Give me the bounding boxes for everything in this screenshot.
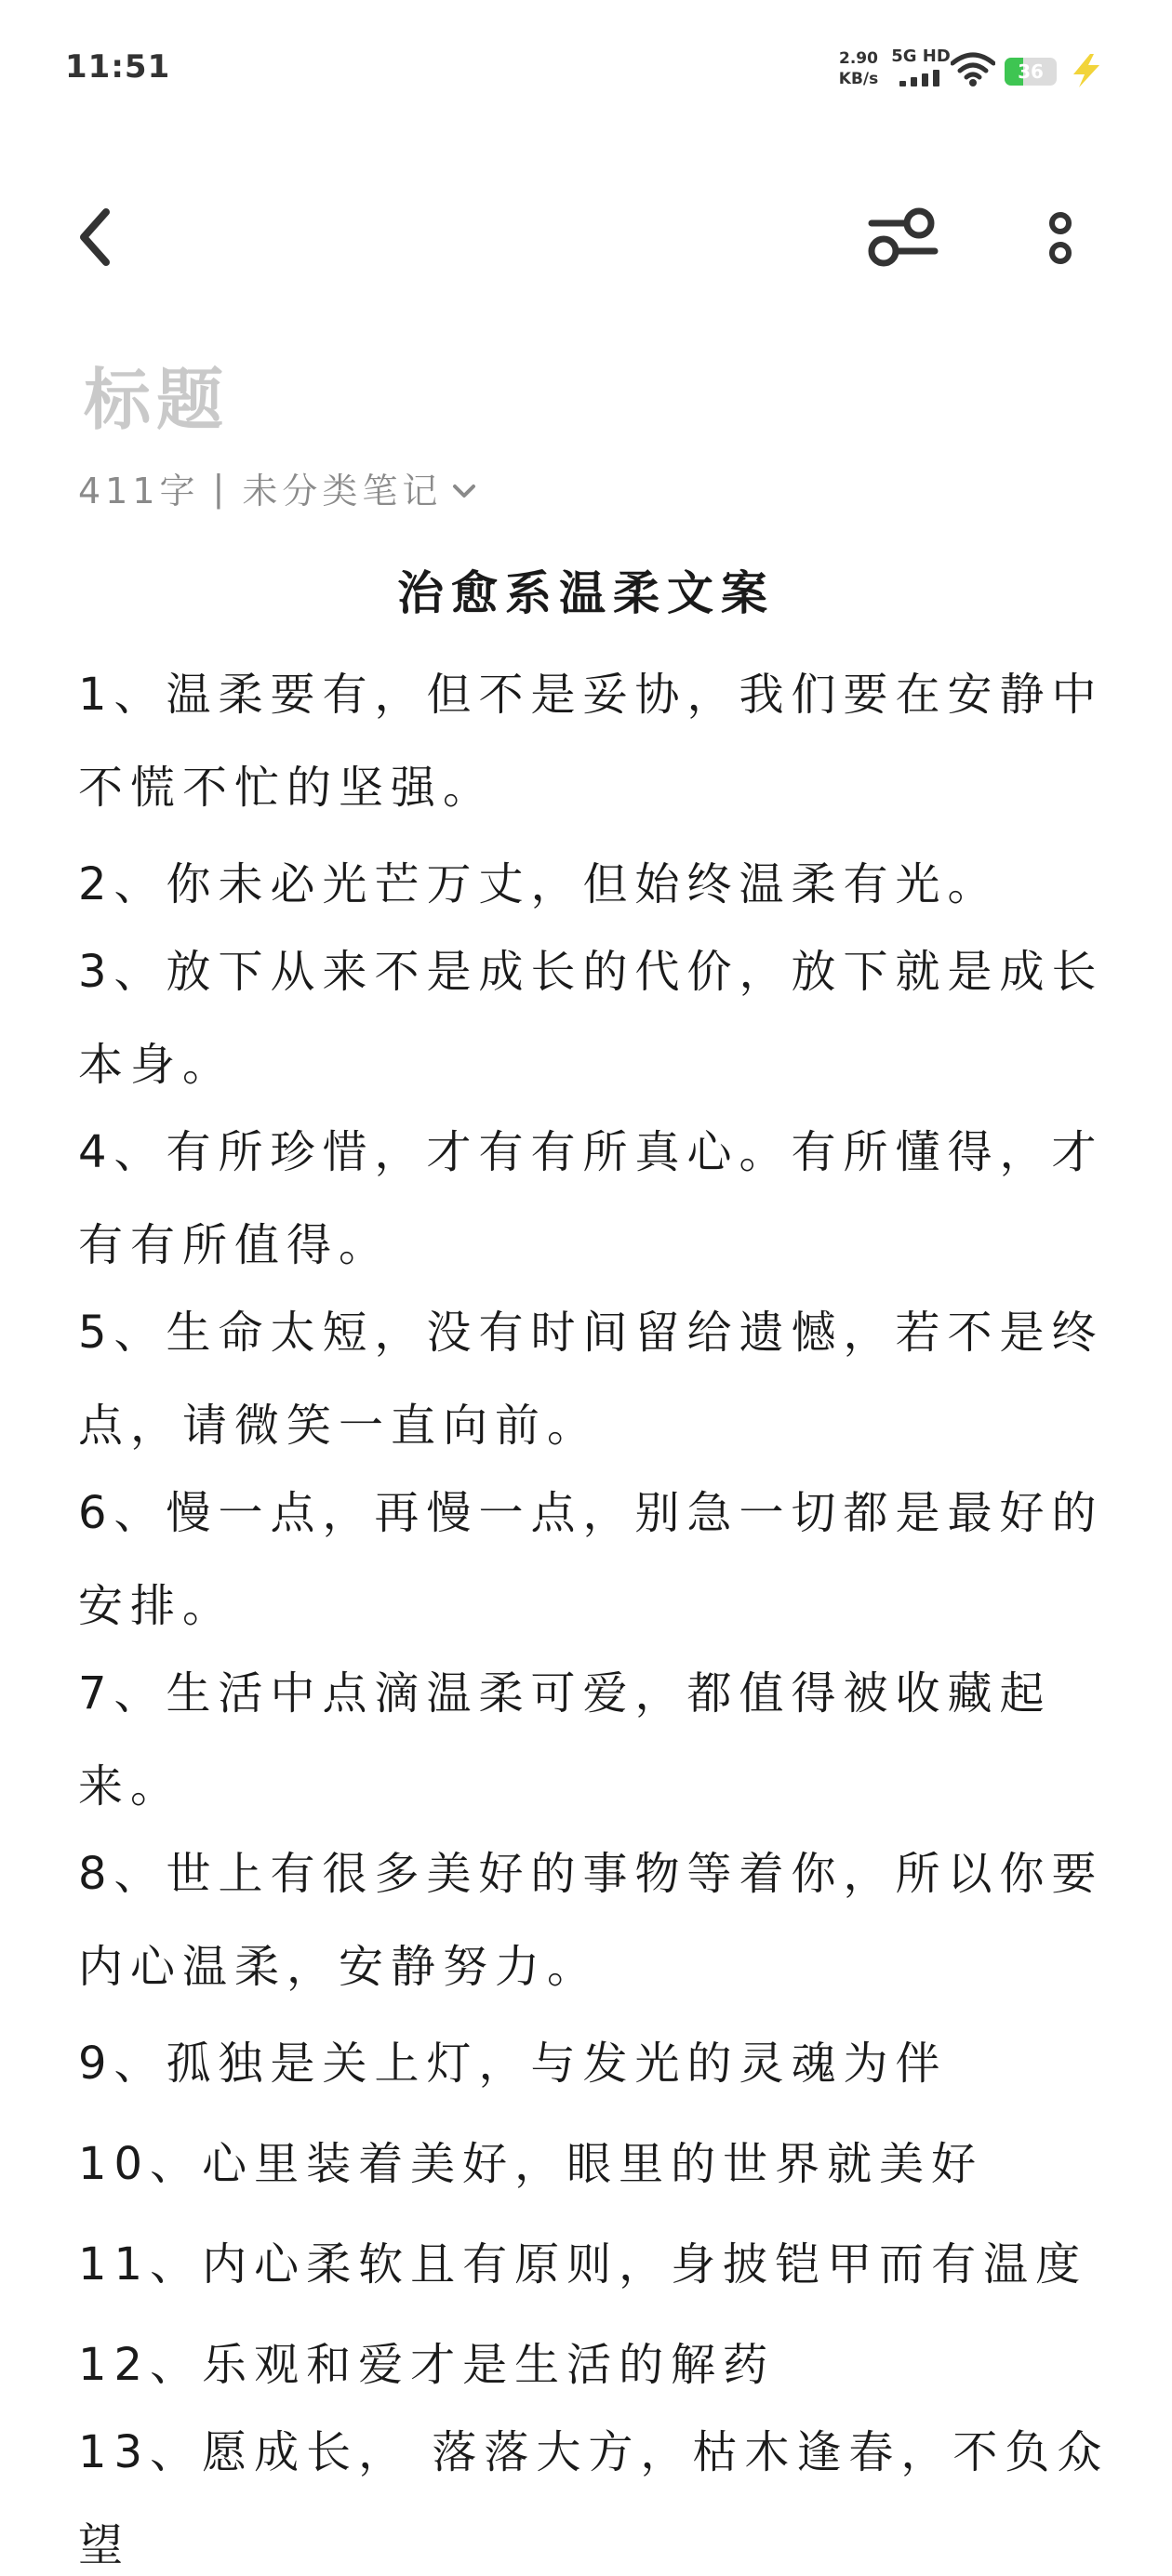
category-selector[interactable]: 未分类笔记 [242, 471, 443, 511]
back-button[interactable] [67, 205, 132, 270]
wifi-icon [951, 52, 995, 91]
note-line[interactable]: 有有所值得。 [78, 1219, 392, 1271]
note-line[interactable]: 8、世上有很多美好的事物等着你，所以你要 [78, 1848, 1104, 1900]
status-bar [0, 0, 1172, 139]
cellular-signal [888, 46, 953, 86]
chevron-left-icon [67, 205, 132, 270]
network-speed [826, 48, 891, 89]
more-button[interactable] [1032, 195, 1088, 279]
battery-icon [1005, 58, 1057, 86]
note-line[interactable]: 7、生活中点滴温柔可爱，都值得被收藏起 [78, 1667, 1052, 1720]
note-meta [78, 462, 477, 513]
network-speed-value: 2.90 [839, 49, 878, 68]
note-line[interactable]: 来。 [78, 1760, 183, 1812]
title-input[interactable]: 标题 [84, 361, 230, 439]
chevron-down-icon[interactable] [451, 468, 477, 509]
note-line[interactable]: 望 [78, 2519, 131, 2571]
word-count: 411字 [78, 471, 200, 511]
note-heading[interactable]: 治愈系温柔文案 [397, 566, 775, 620]
note-line[interactable]: 12、乐观和爱才是生活的解药 [78, 2339, 776, 2391]
filter-button[interactable] [860, 195, 944, 279]
note-line[interactable]: 11、内心柔软且有原则，身披铠甲而有温度 [78, 2238, 1088, 2291]
toolbar [0, 177, 1172, 288]
note-line[interactable]: 6、慢一点，再慢一点，别急一切都是最好的 [78, 1487, 1104, 1539]
note-line[interactable]: 13、愿成长， 落落大方，枯木逢春，不负众 [78, 2426, 1110, 2478]
note-line[interactable]: 3、放下从来不是成长的代价，放下就是成长 [78, 946, 1104, 998]
charging-bolt-icon [1068, 52, 1105, 93]
network-speed-unit: KB/s [838, 70, 879, 88]
network-type-label: 5G HD [891, 46, 951, 66]
more-vertical-icon [1032, 195, 1088, 279]
status-time: 11:51 [65, 48, 171, 86]
note-line[interactable]: 点，请微笑一直向前。 [78, 1400, 600, 1452]
note-line[interactable]: 安排。 [78, 1580, 235, 1632]
note-line[interactable]: 本身。 [78, 1039, 235, 1091]
note-line[interactable]: 5、生命太短，没有时间留给遗憾，若不是终 [78, 1307, 1104, 1359]
meta-separator: | [212, 467, 230, 509]
note-line[interactable]: 1、温柔要有，但不是妥协，我们要在安静中 [78, 669, 1104, 721]
note-line[interactable]: 不慌不忙的坚强。 [78, 762, 496, 814]
note-line[interactable]: 10、心里装着美好，眼里的世界就美好 [78, 2138, 984, 2190]
battery-level: 36 [1018, 60, 1044, 83]
sliders-icon [860, 195, 944, 279]
note-line[interactable]: 9、孤独是关上灯，与发光的灵魂为伴 [78, 2038, 948, 2090]
note-line[interactable]: 2、你未必光芒万丈，但始终温柔有光。 [78, 858, 1000, 910]
note-line[interactable]: 4、有所珍惜，才有有所真心。有所懂得，才 [78, 1126, 1104, 1178]
note-line[interactable]: 内心温柔，安静努力。 [78, 1941, 600, 1993]
signal-bars-icon [899, 68, 953, 86]
